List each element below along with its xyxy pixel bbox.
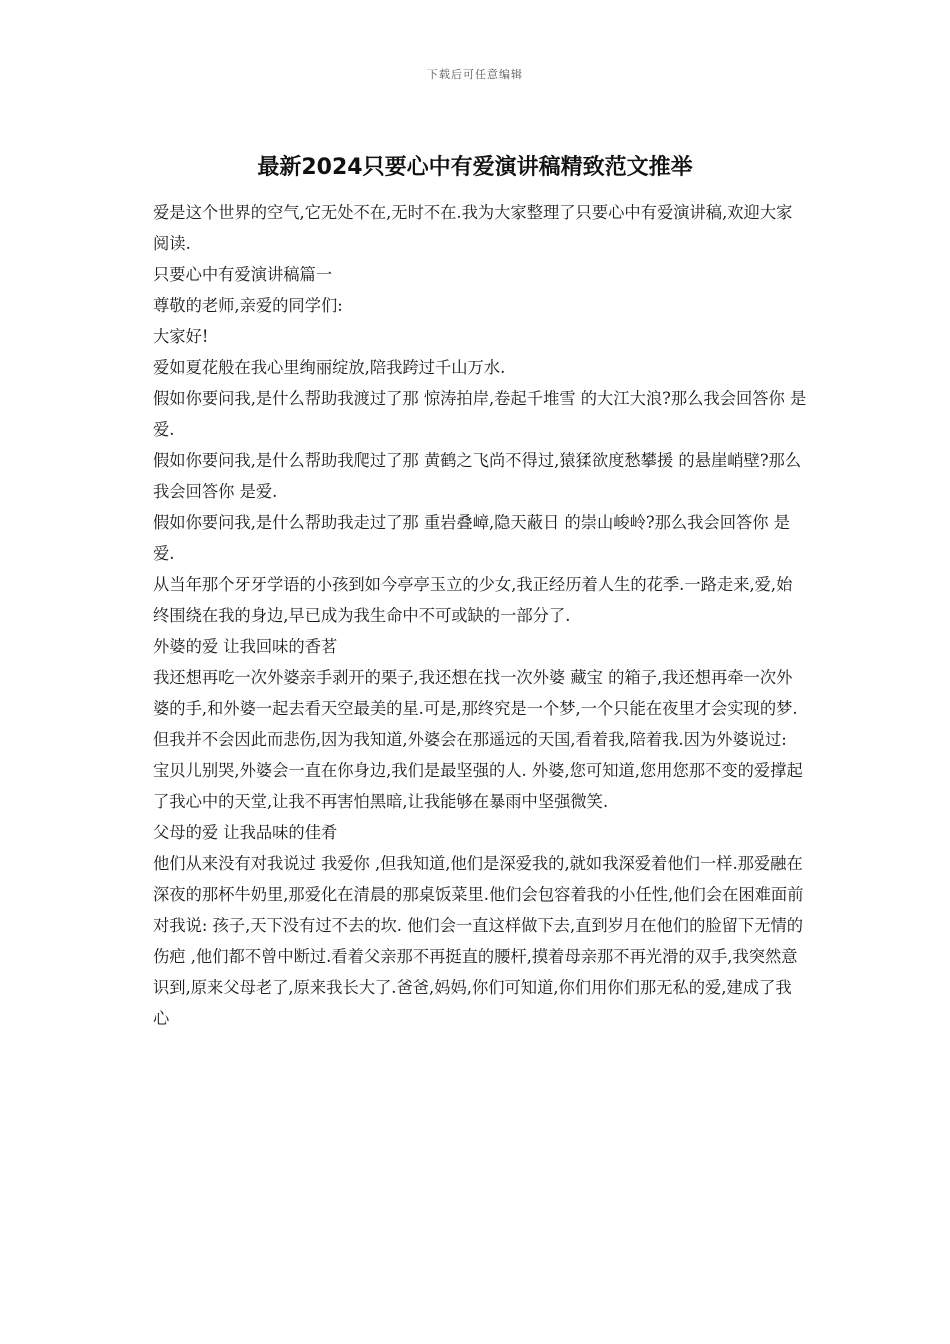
- paragraph: 我还想再吃一次外婆亲手剥开的栗子,我还想在找一次外婆 藏宝 的箱子,我还想再牵一次外婆的手,和外婆一起去看天空最美的星.可是,那终究是一个梦,一个只能在夜里才会实现的梦.但我并不会因此而悲伤,因为我知道,外婆会在那遥远的天国,看着我,陪着我.因为外婆说过: 宝贝儿别哭,外婆会一直在你身边,我们是最坚强的人. 外婆,您可知道,您用您那不变的爱撑起了我心中的天堂,让我不再害怕黑暗,让我能够在暴雨中坚强微笑.: [153, 668, 803, 811]
- paragraph-intro: 爱是这个世界的空气,它无处不在,无时不在.我为大家整理了只要心中有爱演讲稿,欢迎大家阅读.: [153, 203, 793, 253]
- paragraph: 假如你要问我,是什么帮助我爬过了那 黄鹤之飞尚不得过,猿猱欲度愁攀援 的悬崖峭壁?那么我会回答你 是爱.: [153, 451, 802, 501]
- document-title: 最新2024只要心中有爱演讲稿精致范文推举: [257, 155, 693, 180]
- paragraph: 爱如夏花般在我心里绚丽绽放,陪我跨过千山万水.: [153, 358, 506, 377]
- greeting: 大家好!: [153, 327, 209, 346]
- paragraph: 假如你要问我,是什么帮助我走过了那 重岩叠嶂,隐天蔽日 的崇山峻岭?那么我会回答你 是爱.: [153, 513, 791, 563]
- subheading-grandma: 外婆的爱 让我回味的香茗: [153, 637, 338, 656]
- paragraph: 假如你要问我,是什么帮助我渡过了那 惊涛拍岸,卷起千堆雪 的大江大浪?那么我会回答你 是爱.: [153, 389, 807, 439]
- paragraph: 从当年那个牙牙学语的小孩到如今亭亭玉立的少女,我正经历着人生的花季.一路走来,爱,始终围绕在我的身边,早已成为我生命中不可或缺的一部分了.: [153, 575, 793, 625]
- subheading-parents: 父母的爱 让我品味的佳肴: [153, 823, 338, 842]
- paragraph: 他们从来没有对我说过 我爱你 ,但我知道,他们是深爱我的,就如我深爱着他们一样.那爱融在深夜的那杯牛奶里,那爱化在清晨的那桌饭菜里.他们会包容着我的小任性,他们会在困难面前对我说: 孩子,天下没有过不去的坎. 他们会一直这样做下去,直到岁月在他们的脸留下无情的 伤疤 ,他们都不曾中断过.看着父亲那不再挺直的腰杆,摸着母亲那不再光滑的双手,我突然意识到,原来父母老了,原来我长大了.爸爸,妈妈,你们可知道,你们用你们那无私的爱,建成了我心: [153, 854, 804, 1028]
- salutation: 尊敬的老师,亲爱的同学们:: [153, 296, 343, 315]
- page-header-note: 下载后可任意编辑: [427, 68, 523, 81]
- section-heading-1: 只要心中有爱演讲稿篇一: [153, 265, 333, 284]
- document-body: [145, 197, 807, 1034]
